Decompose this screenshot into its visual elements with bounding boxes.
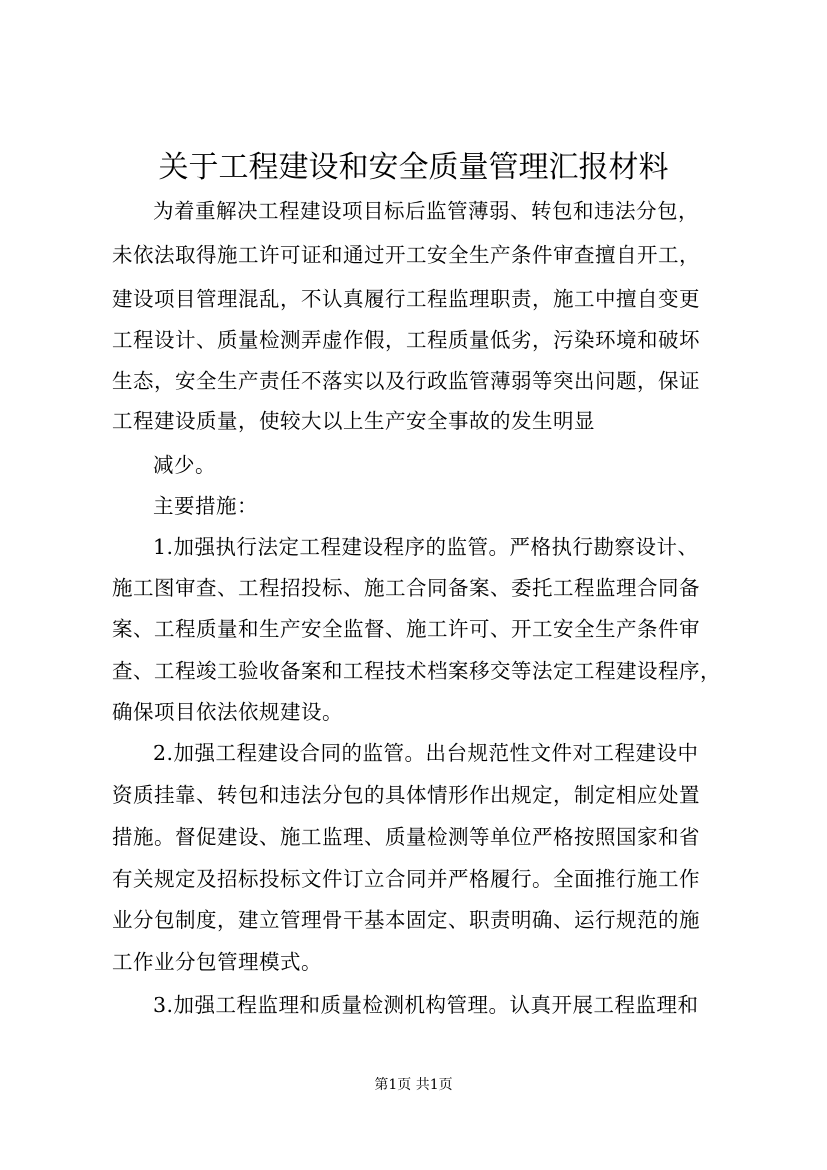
text-line: 措施。督促建设、施工监理、质量检测等单位严格按照国家和省 bbox=[112, 825, 700, 849]
text-line: 生态，安全生产责任不落实以及行政监管薄弱等突出问题，保证 bbox=[112, 369, 700, 393]
text-line: 工作业分包管理模式。 bbox=[112, 950, 322, 974]
text-line: 3.加强工程监理和质量检测机构管理。认真开展工程监理和 bbox=[153, 993, 699, 1017]
text-line: 建设项目管理混乱，不认真履行工程监理职责，施工中擅自变更 bbox=[112, 287, 700, 311]
text-line: 施工图审查、工程招投标、施工合同备案、委托工程监理合同备 bbox=[112, 576, 700, 600]
text-line: 案、工程质量和生产安全监督、施工许可、开工安全生产条件审 bbox=[112, 617, 700, 641]
text-line: 有关规定及招标投标文件订立合同并严格履行。全面推行施工作 bbox=[112, 867, 700, 891]
page-number-footer: 第1页 共1页 bbox=[374, 1077, 453, 1093]
text-line: 确保项目依法依规建设。 bbox=[112, 700, 343, 724]
text-line: 查、工程竣工验收备案和工程技术档案移交等法定工程建设程序， bbox=[112, 659, 721, 683]
text-line: 未依法取得施工许可证和通过开工安全生产条件审查擅自开工， bbox=[112, 243, 700, 267]
text-line: 2.加强工程建设合同的监管。出台规范性文件对工程建设中 bbox=[153, 741, 699, 765]
text-line: 主要措施： bbox=[153, 494, 258, 518]
text-line: 减少。 bbox=[153, 453, 216, 477]
document-title: 关于工程建设和安全质量管理汇报材料 bbox=[158, 150, 669, 185]
text-line: 资质挂靠、转包和违法分包的具体情形作出规定，制定相应处置 bbox=[112, 783, 700, 807]
text-line: 1.加强执行法定工程建设程序的监管。严格执行勘察设计、 bbox=[153, 535, 699, 559]
text-line: 业分包制度，建立管理骨干基本固定、职责明确、运行规范的施 bbox=[112, 908, 700, 932]
text-line: 为着重解决工程建设项目标后监管薄弱、转包和违法分包， bbox=[153, 199, 699, 223]
text-line: 工程设计、质量检测弄虚作假，工程质量低劣，污染环境和破坏 bbox=[112, 328, 700, 352]
text-line: 工程建设质量，使较大以上生产安全事故的发生明显 bbox=[112, 409, 595, 433]
